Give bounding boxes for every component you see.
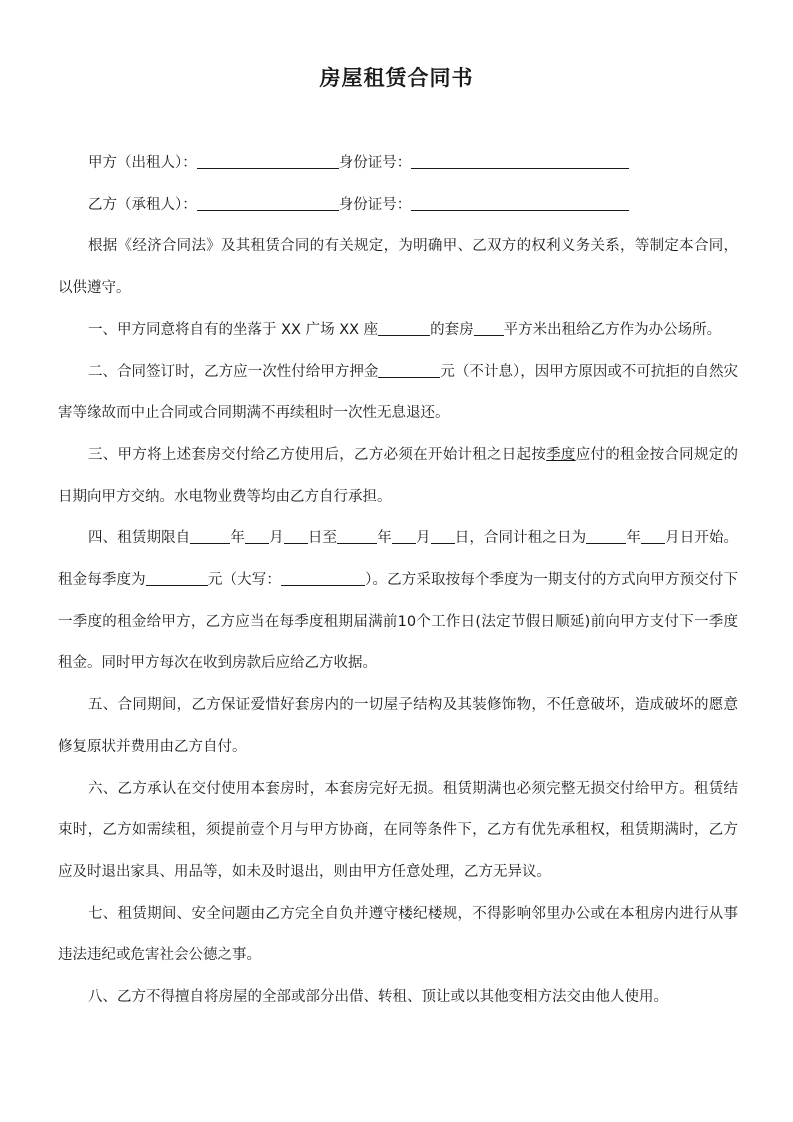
party-a-line bbox=[58, 143, 738, 185]
year-label: 年 bbox=[377, 530, 392, 547]
end-day-blank bbox=[431, 528, 455, 544]
clause-5: 五、合同期间，乙方保证爱惜好套房内的一切屋子结构及其装修饰物，不任意破坏，造成破坏的愿意修复原状并费用由乙方自付。 bbox=[58, 697, 738, 755]
start-day-blank bbox=[284, 528, 308, 544]
start-month-blank bbox=[245, 528, 269, 544]
clause-1-text-c: 平方米出租给乙方作为办公场所。 bbox=[503, 321, 722, 338]
party-b-name-blank bbox=[197, 194, 339, 210]
clause-4-text-b: 日，合同计租之日为 bbox=[454, 530, 587, 547]
year-label: 年 bbox=[626, 530, 641, 547]
clause-4-text-d: 元（大写： bbox=[207, 572, 281, 589]
clause-6: 六、乙方承认在交付使用本套房时，本套房完好无损。租赁期满也必须完整无损交付给甲方。租赁结束时，乙方如需续租，须提前壹个月与甲方协商，在同等条件下，乙方有优先承租权，租赁期满时，乙方应及时退出家具、用品等，如未及时退出，则由甲方任意处理，乙方无异议。 bbox=[58, 780, 738, 880]
party-a-id-label: 身份证号： bbox=[338, 155, 412, 171]
start-year-blank bbox=[190, 528, 230, 544]
party-b-line bbox=[58, 185, 738, 227]
party-a-id-blank bbox=[411, 153, 629, 169]
rent-year-blank bbox=[586, 528, 626, 544]
rent-capital-blank bbox=[281, 570, 365, 586]
rent-amount-blank bbox=[146, 570, 208, 586]
clause-4 bbox=[58, 518, 738, 685]
clause-1-text-b: 的套房 bbox=[430, 321, 474, 338]
month-label: 月 bbox=[664, 530, 680, 547]
clause-4-text-e: ）。乙方采取按每个季度为一期支付的方式向甲方预交付下一季度的租金给甲方，乙方应当在每季度租期届满前10个工作日(法定节假日顺延)前向甲方支付下一季度租金。同时甲方每次在收到房款后应给乙方收据。 bbox=[58, 572, 738, 672]
end-year-blank bbox=[337, 528, 377, 544]
clause-2-deposit-blank bbox=[378, 361, 440, 377]
intro-paragraph: 根据《经济合同法》及其租赁合同的有关规定，为明确甲、乙双方的权利义务关系，等制定本合同，以供遵守。 bbox=[58, 238, 738, 297]
clause-1-text-a: 一、甲方同意将自有的坐落于 XX 广场 XX 座 bbox=[88, 321, 379, 338]
clause-3-text-c: 应付的租金按合同规定的日期向甲方交纳。水电物业费等均由乙方自行承担。 bbox=[58, 446, 739, 505]
clause-1-unit-blank bbox=[378, 320, 430, 336]
clause-2-text-b: 元（不计息），因甲方原因或不可抗拒的自然灾害等缘故而中止合同或合同期满不再续租时一次性无息退还。 bbox=[58, 363, 739, 422]
clause-3 bbox=[58, 435, 738, 518]
clause-1-area-blank bbox=[474, 320, 504, 336]
rent-month-blank bbox=[641, 528, 665, 544]
month-label: 月 bbox=[415, 530, 431, 547]
clause-3-quarter: 季度 bbox=[546, 446, 576, 463]
clause-4-text-a: 四、租赁期限自 bbox=[88, 530, 191, 547]
contract-body bbox=[58, 143, 738, 1019]
document-title: 房屋租赁合同书 bbox=[319, 65, 474, 90]
day-to-label: 日至 bbox=[307, 530, 338, 547]
clause-3-text-a: 三、甲方将上述套房交付给乙方使用后，乙方必须在开始计租之日起按 bbox=[88, 446, 547, 463]
end-month-blank bbox=[392, 528, 416, 544]
party-a-name-blank bbox=[197, 153, 339, 169]
clause-8: 八、乙方不得擅自将房屋的全部或部分出借、转租、顶让或以其他变相方法交由他人使用。 bbox=[88, 989, 668, 1006]
clause-2-text-a: 二、合同签订时，乙方应一次性付给甲方押金 bbox=[88, 363, 379, 380]
clause-1 bbox=[58, 310, 738, 352]
year-label: 年 bbox=[230, 530, 246, 547]
party-a-label: 甲方（出租人）： bbox=[88, 155, 197, 171]
party-b-id-label: 身份证号： bbox=[338, 196, 412, 213]
clause-2 bbox=[58, 352, 738, 435]
month-label: 月 bbox=[269, 530, 284, 547]
party-b-label: 乙方（承租人）： bbox=[88, 196, 197, 213]
party-b-id-blank bbox=[411, 194, 629, 210]
clause-7: 七、租赁期间、安全问题由乙方完全自负并遵守楼纪楼规，不得影响邻里办公或在本租房内进行从事违法违纪或危害社会公德之事。 bbox=[58, 905, 738, 964]
clause-4-text-c: 日开始。租金每季度为 bbox=[58, 530, 739, 589]
